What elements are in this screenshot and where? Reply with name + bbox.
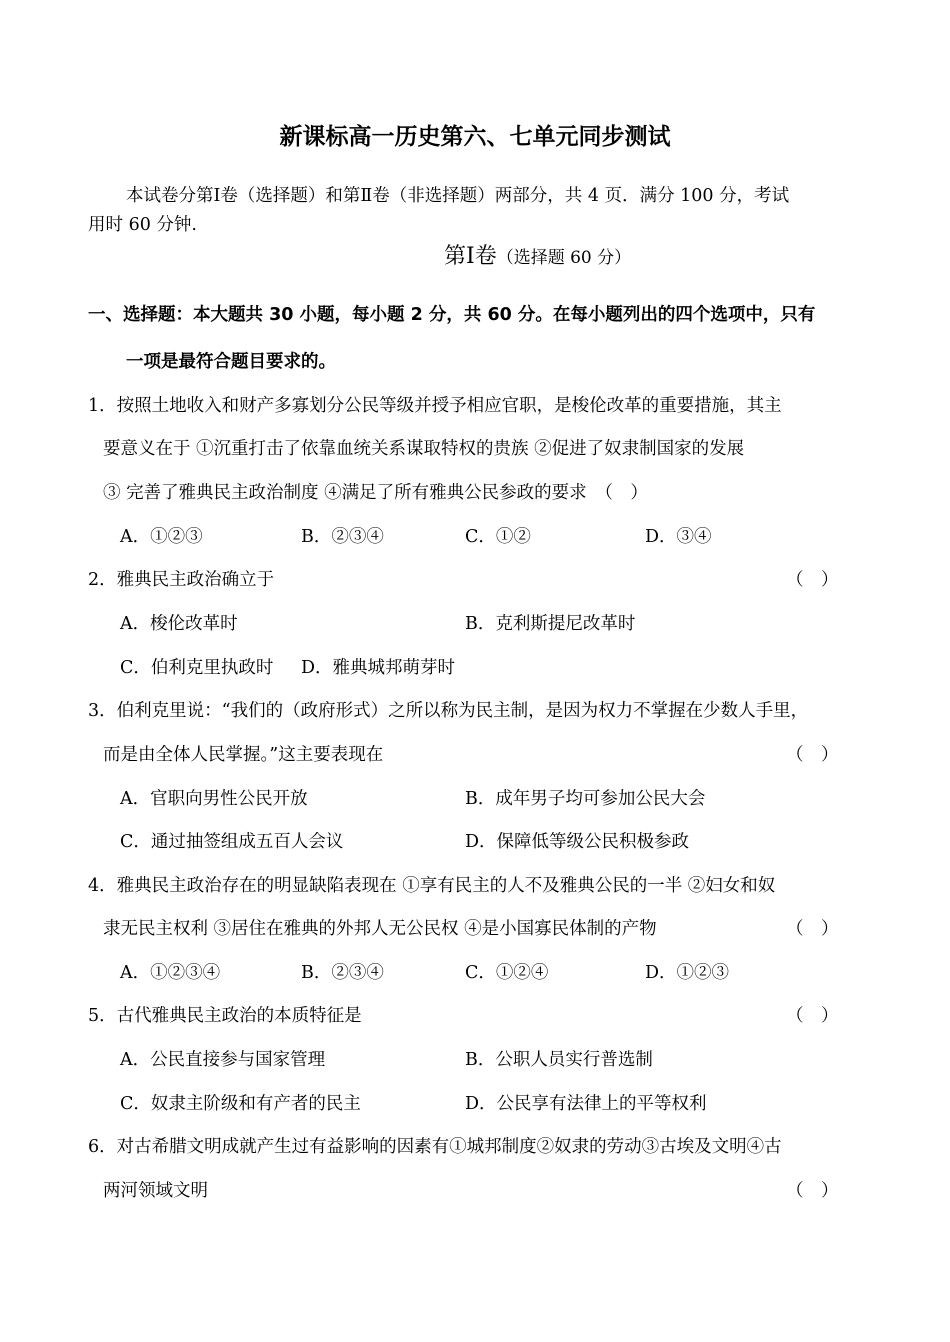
q5-stem-line-1: 5．古代雅典民主政治的本质特征是	[88, 1006, 362, 1026]
q5-option-b[interactable]: B．公职人员实行普选制	[465, 1050, 653, 1070]
q5-option-c[interactable]: C．奴隶主阶级和有产者的民主	[120, 1094, 361, 1114]
q4-option-a[interactable]: A．①②③④	[120, 963, 221, 983]
q5-option-d[interactable]: D．公民享有法律上的平等权利	[465, 1094, 707, 1114]
q1-stem-line-2: 要意义在于 ①沉重打击了依靠血统关系谋取特权的贵族 ②促进了奴隶制国家的发展	[103, 439, 745, 459]
q4-answer-paren: （ ）	[786, 919, 839, 939]
q3-option-c[interactable]: C．通过抽签组成五百人会议	[120, 832, 344, 852]
q3-option-d[interactable]: D．保障低等级公民积极参政	[465, 832, 690, 852]
q4-option-c[interactable]: C．①②④	[465, 963, 549, 983]
q1-stem-line-3: ③ 完善了雅典民主政治制度 ④满足了所有雅典公民参政的要求 （ ）	[103, 483, 648, 503]
q1-option-b[interactable]: B．②③④	[301, 527, 384, 547]
section-heading-sub: （选择题 60 分）	[496, 248, 632, 268]
q5-answer-paren: （ ）	[786, 1006, 839, 1026]
q1-option-c[interactable]: C．①②	[465, 527, 531, 547]
q3-stem-line-1: 3．伯利克里说：“我们的（政府形式）之所以称为民主制，是因为权力不掌握在少数人手里，	[88, 701, 809, 721]
q2-option-d[interactable]: D．雅典城邦萌芽时	[301, 658, 456, 678]
q5-option-a[interactable]: A．公民直接参与国家管理	[120, 1050, 326, 1070]
q4-stem-line-1: 4．雅典民主政治存在的明显缺陷表现在 ①享有民主的人不及雅典公民的一半 ②妇女和奴	[88, 876, 776, 896]
intro-line-1: 本试卷分第Ⅰ卷（选择题）和第Ⅱ卷（非选择题）两部分，共 4 页．满分 100 分，考试	[126, 186, 790, 206]
q6-stem-line-1: 6．对古希腊文明成就产生过有益影响的因素有①城邦制度②奴隶的劳动③古埃及文明④古	[88, 1137, 782, 1157]
q6-answer-paren: （ ）	[786, 1181, 839, 1201]
q2-option-c[interactable]: C．伯利克里执政时	[120, 658, 274, 678]
q3-option-a[interactable]: A．官职向男性公民开放	[120, 789, 308, 809]
intro-line-2: 用时 60 分钟.	[88, 215, 197, 235]
q3-stem-line-2: 而是由全体人民掌握。”这主要表现在	[103, 745, 384, 765]
part-instruction-line-2: 一项是最符合题目要求的。	[126, 352, 336, 372]
exam-title: 新课标高一历史第六、七单元同步测试	[279, 124, 671, 150]
q3-option-b[interactable]: B．成年男子均可参加公民大会	[465, 789, 706, 809]
q2-option-b[interactable]: B．克利斯提尼改革时	[465, 614, 636, 634]
q3-answer-paren: （ ）	[786, 745, 839, 765]
q1-stem-line-1: 1．按照土地收入和财产多寡划分公民等级并授予相应官职，是梭伦改革的重要措施，其主	[88, 396, 782, 416]
q1-option-a[interactable]: A．①②③	[120, 527, 203, 547]
q4-option-b[interactable]: B．②③④	[301, 963, 384, 983]
q4-stem-line-2: 隶无民主权利 ③居住在雅典的外邦人无公民权 ④是小国寡民体制的产物	[103, 919, 657, 939]
q1-option-d[interactable]: D．③④	[645, 527, 712, 547]
q6-stem-line-2: 两河领域文明	[103, 1181, 208, 1201]
q2-option-a[interactable]: A．梭伦改革时	[120, 614, 238, 634]
q2-answer-paren: （ ）	[786, 570, 839, 590]
q2-stem-line-1: 2．雅典民主政治确立于	[88, 570, 275, 590]
part-instruction-line-1: 一、选择题：本大题共 30 小题，每小题 2 分，共 60 分。在每小题列出的四个选项中，只有	[88, 305, 816, 325]
q4-option-d[interactable]: D．①②③	[645, 963, 730, 983]
section-heading-main: 第Ⅰ卷	[444, 244, 497, 269]
section-heading	[444, 242, 631, 273]
